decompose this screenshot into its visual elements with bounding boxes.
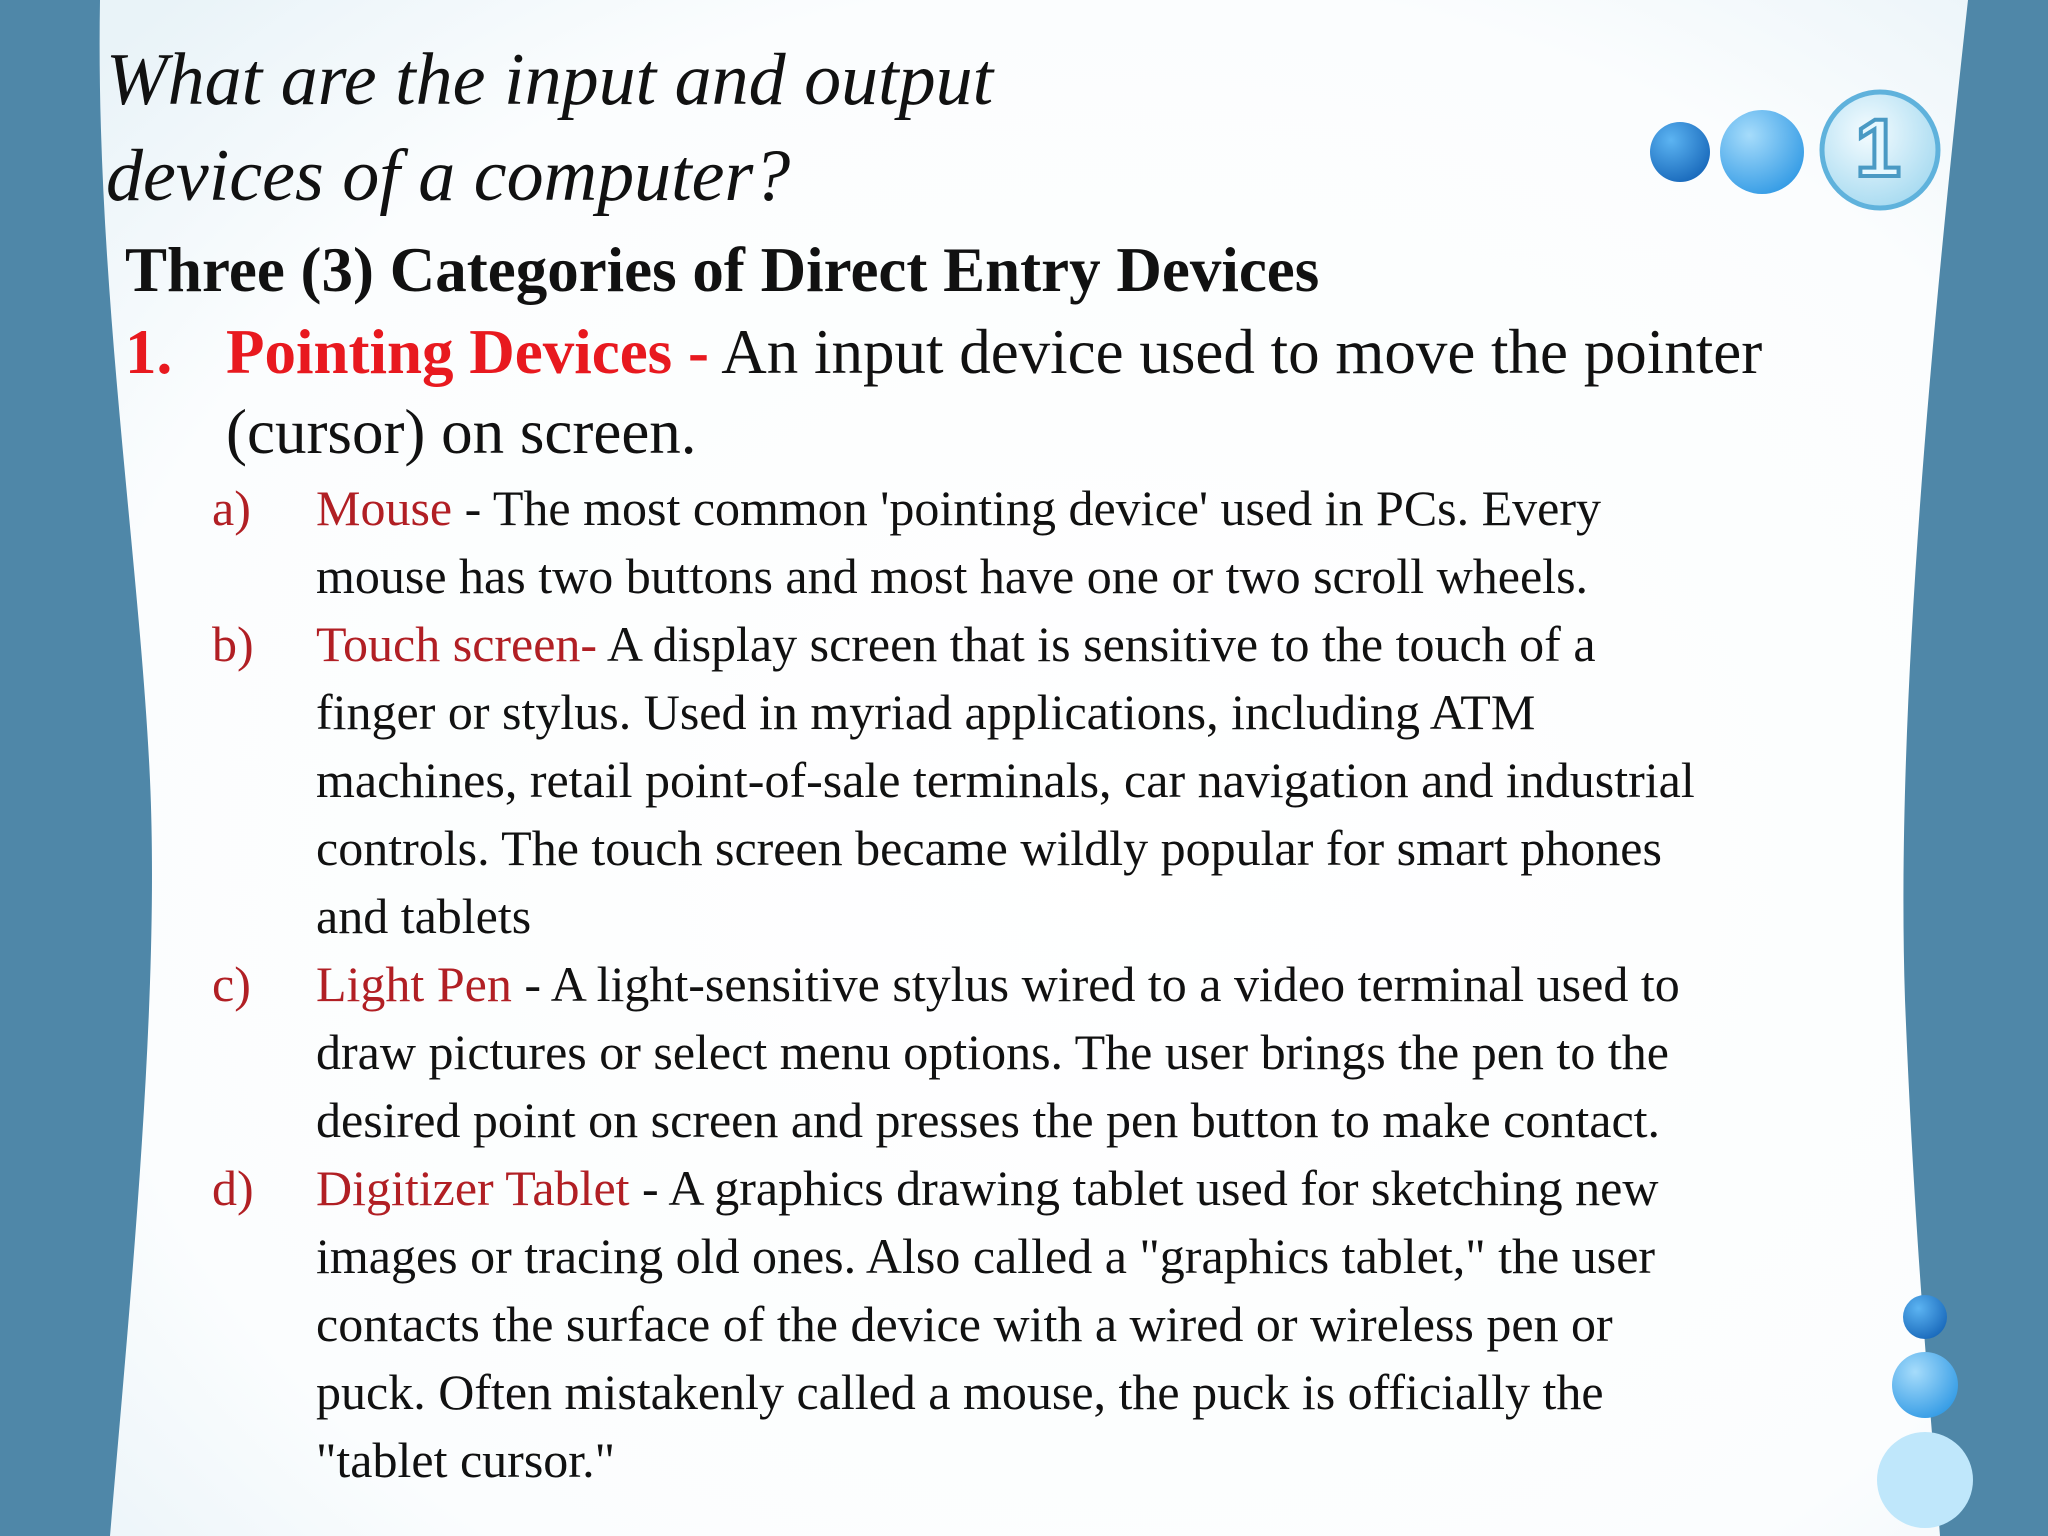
subitem-text: desired point on screen and presses the pen button to make contact. (316, 1092, 1661, 1148)
subitem-letter: c) (212, 956, 251, 1012)
subitem-text: "tablet cursor." (316, 1432, 616, 1488)
subitem-text: A display screen that is sensitive to the touch of a (597, 616, 1596, 672)
subitem-digitizer-tablet (212, 1154, 1912, 1494)
subitem-text: draw pictures or select menu options. The user brings the pen to the (316, 1024, 1669, 1080)
title-line: devices of a computer? (106, 135, 791, 217)
subitem-text: mouse has two buttons and most have one or two scroll wheels. (316, 548, 1589, 604)
subitem-letter: b) (212, 616, 254, 672)
subitem-text: puck. Often mistakenly called a mouse, the puck is officially the (316, 1364, 1604, 1420)
subitem-text: - A graphics drawing tablet used for sketching new (629, 1160, 1659, 1216)
subitem-list (212, 474, 1912, 1494)
subitem-text: contacts the surface of the device with a wired or wireless pen or (316, 1296, 1613, 1352)
subitem-touch-screen (212, 610, 1912, 950)
list-item-pointing-devices (125, 312, 1925, 472)
subitem-text: images or tracing old ones. Also called a "graphics tablet," the user (316, 1228, 1656, 1284)
subitem-text: controls. The touch screen became wildly popular for smart phones (316, 820, 1662, 876)
badge-number: 1 (1855, 103, 1901, 194)
item-text: (cursor) on screen. (226, 397, 697, 467)
page-title (106, 32, 1206, 224)
subitem-term: Mouse (316, 480, 453, 536)
title-line: What are the input and output (106, 39, 994, 121)
subitem-text: and tablets (316, 888, 532, 944)
subitem-text: - A light-sensitive stylus wired to a video terminal used to (511, 956, 1680, 1012)
subitem-term: Touch screen- (316, 616, 598, 672)
section-heading: Three (3) Categories of Direct Entry Devices (125, 235, 1320, 305)
subitem-text: finger or stylus. Used in myriad applications, including ATM (316, 684, 1536, 740)
subitem-letter: d) (212, 1160, 254, 1216)
subitem-light-pen (212, 950, 1912, 1154)
item-text: An input device used to move the pointer (708, 317, 1763, 387)
subitem-text: - The most common 'pointing device' used in PCs. Every (452, 480, 1602, 536)
item-term: Pointing Devices - (226, 317, 709, 387)
subitem-text: machines, retail point-of-sale terminals, car navigation and industrial (316, 752, 1695, 808)
item-number: 1. (125, 317, 173, 387)
subitem-letter: a) (212, 480, 251, 536)
item-body (226, 312, 1925, 472)
subitem-term: Light Pen (316, 956, 512, 1012)
subitem-mouse (212, 474, 1912, 610)
subitem-term: Digitizer Tablet (316, 1160, 630, 1216)
